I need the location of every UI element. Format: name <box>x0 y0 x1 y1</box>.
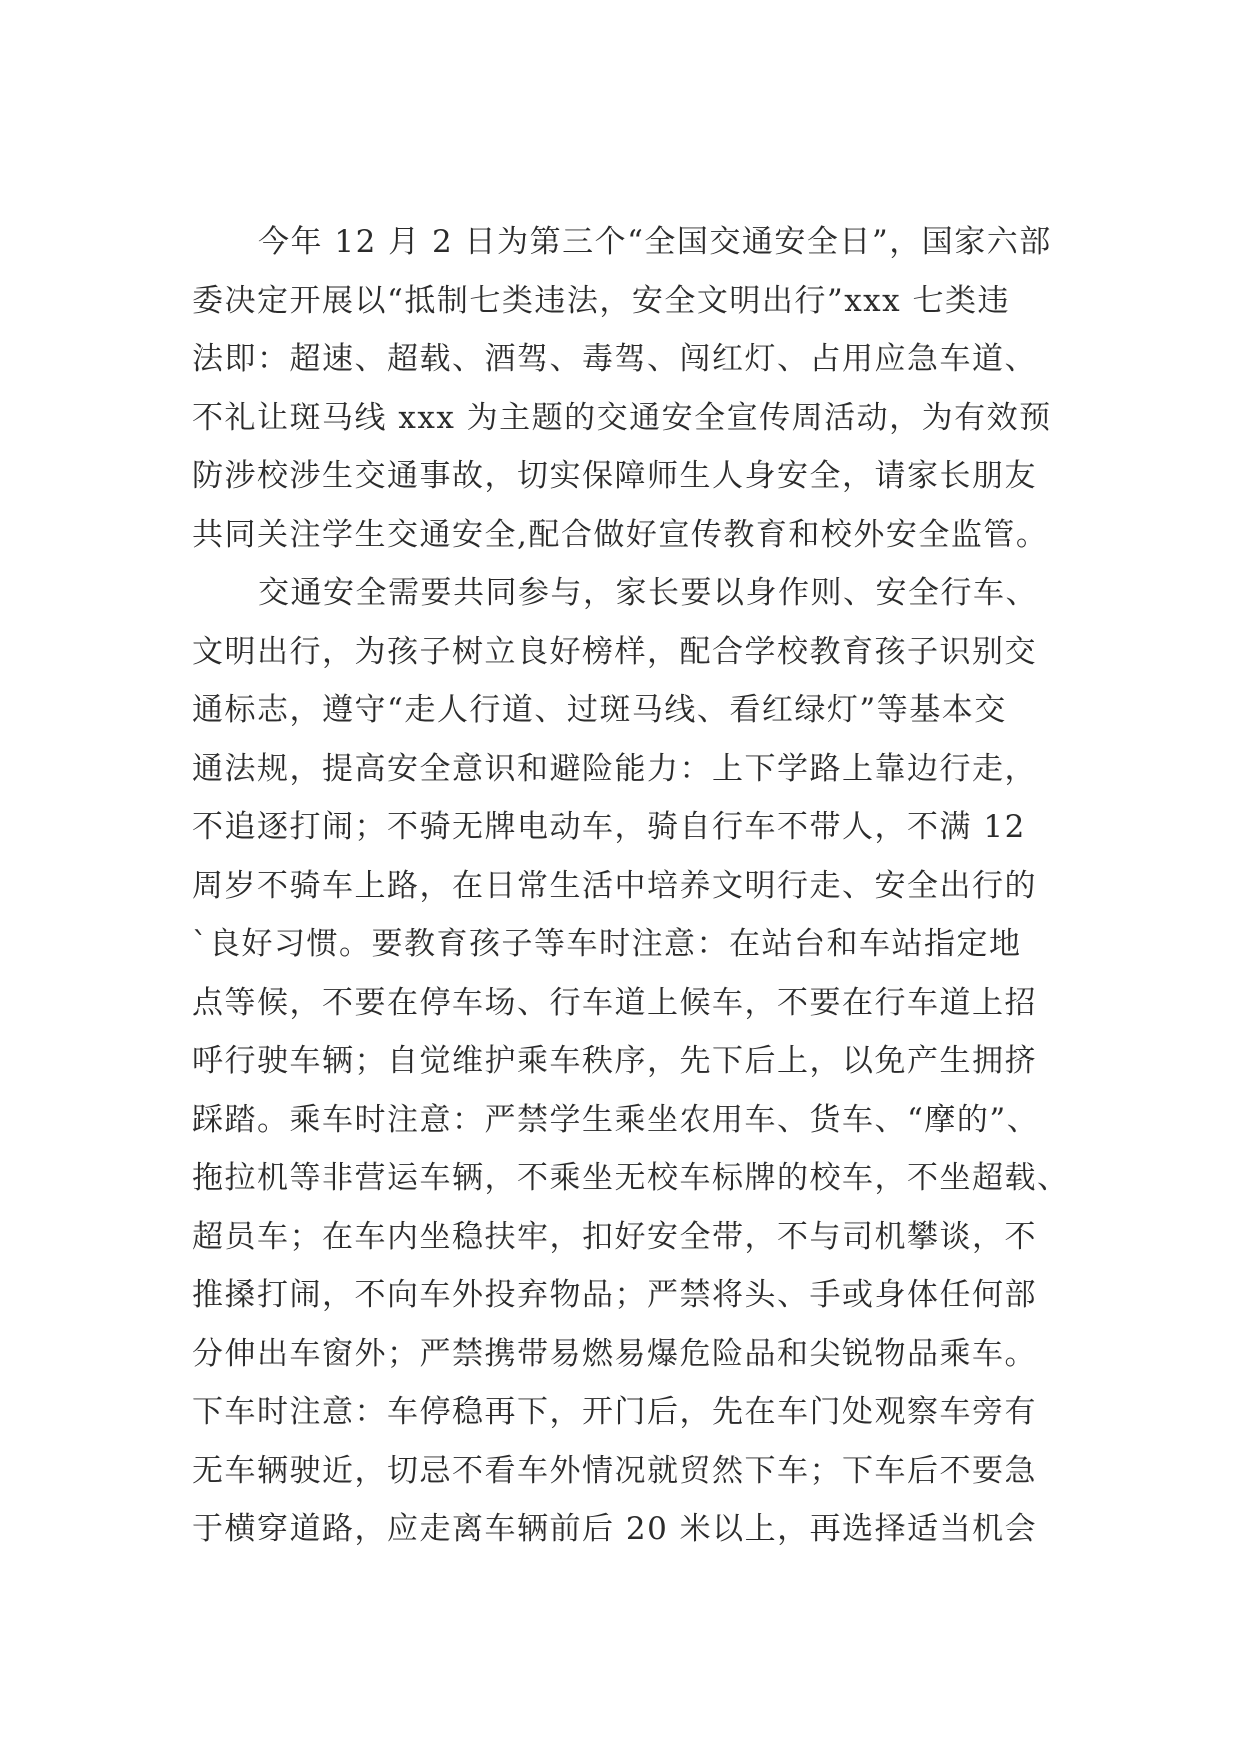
paragraph-line: 推搡打闹，不向车外投弃物品；严禁将头、手或身体任何部 <box>192 1277 1037 1313</box>
paragraph-line: 分伸出车窗外；严禁携带易燃易爆危险品和尖锐物品乘车。 <box>192 1335 1037 1372</box>
paragraph-line: 防涉校涉生交通事故，切实保障师生人身安全，请家长朋友 <box>192 458 1037 494</box>
paragraph-line: 委决定开展以“抵制七类违法，安全文明出行”xxx 七类违 <box>192 282 1010 319</box>
paragraph-line: `良好习惯。要教育孩子等车时注意：在站台和车站指定地 <box>192 926 1022 962</box>
paragraph-line: 下车时注意：车停稳再下，开门后，先在车门处观察车旁有 <box>192 1394 1037 1430</box>
paragraph-line: 不追逐打闹；不骑无牌电动车，骑自行车不带人，不满 12 <box>192 809 1026 845</box>
paragraph-line: 呼行驶车辆；自觉维护乘车秩序，先下后上，以免产生拥挤 <box>192 1043 1037 1079</box>
paragraph-line: 踩踏。乘车时注意：严禁学生乘坐农用车、货车、“摩的”、 <box>192 1101 1040 1138</box>
paragraph-line: 文明出行，为孩子树立良好榜样，配合学校教育孩子识别交 <box>192 633 1037 670</box>
paragraph-line: 交通安全需要共同参与，家长要以身作则、安全行车、 <box>258 575 1038 611</box>
paragraph-line: 拖拉机等非营运车辆，不乘坐无校车标牌的校车，不坐超载、 <box>192 1160 1070 1196</box>
paragraph-line: 不礼让斑马线 xxx 为主题的交通安全宣传周活动，为有效预 <box>192 399 1052 436</box>
paragraph-line: 共同关注学生交通安全,配合做好宣传教育和校外安全监管。 <box>192 516 1049 553</box>
paragraph-line: 今年 12 月 2 日为第三个“全国交通安全日”，国家六部 <box>258 224 1052 260</box>
document-body <box>192 213 1070 1559</box>
paragraph-line: 通法规，提高安全意识和避险能力：上下学路上靠边行走， <box>192 750 1037 787</box>
paragraph-line: 周岁不骑车上路，在日常生活中培养文明行走、安全出行的 <box>192 867 1037 904</box>
paragraph-line: 通标志，遵守“走人行道、过斑马线、看红绿灯”等基本交 <box>192 692 1007 728</box>
paragraph-line: 超员车；在车内坐稳扶牢，扣好安全带，不与司机攀谈，不 <box>192 1218 1037 1255</box>
paragraph-2 <box>192 564 1070 1559</box>
paragraph-line: 点等候，不要在停车场、行车道上候车，不要在行车道上招 <box>192 984 1037 1021</box>
paragraph-line: 于横穿道路，应走离车辆前后 20 米以上，再选择适当机会 <box>192 1511 1038 1547</box>
paragraph-1 <box>192 213 1052 564</box>
paragraph-line: 无车辆驶近，切忌不看车外情况就贸然下车；下车后不要急 <box>192 1452 1037 1489</box>
paragraph-line: 法即：超速、超载、酒驾、毒驾、闯红灯、占用应急车道、 <box>192 341 1037 377</box>
